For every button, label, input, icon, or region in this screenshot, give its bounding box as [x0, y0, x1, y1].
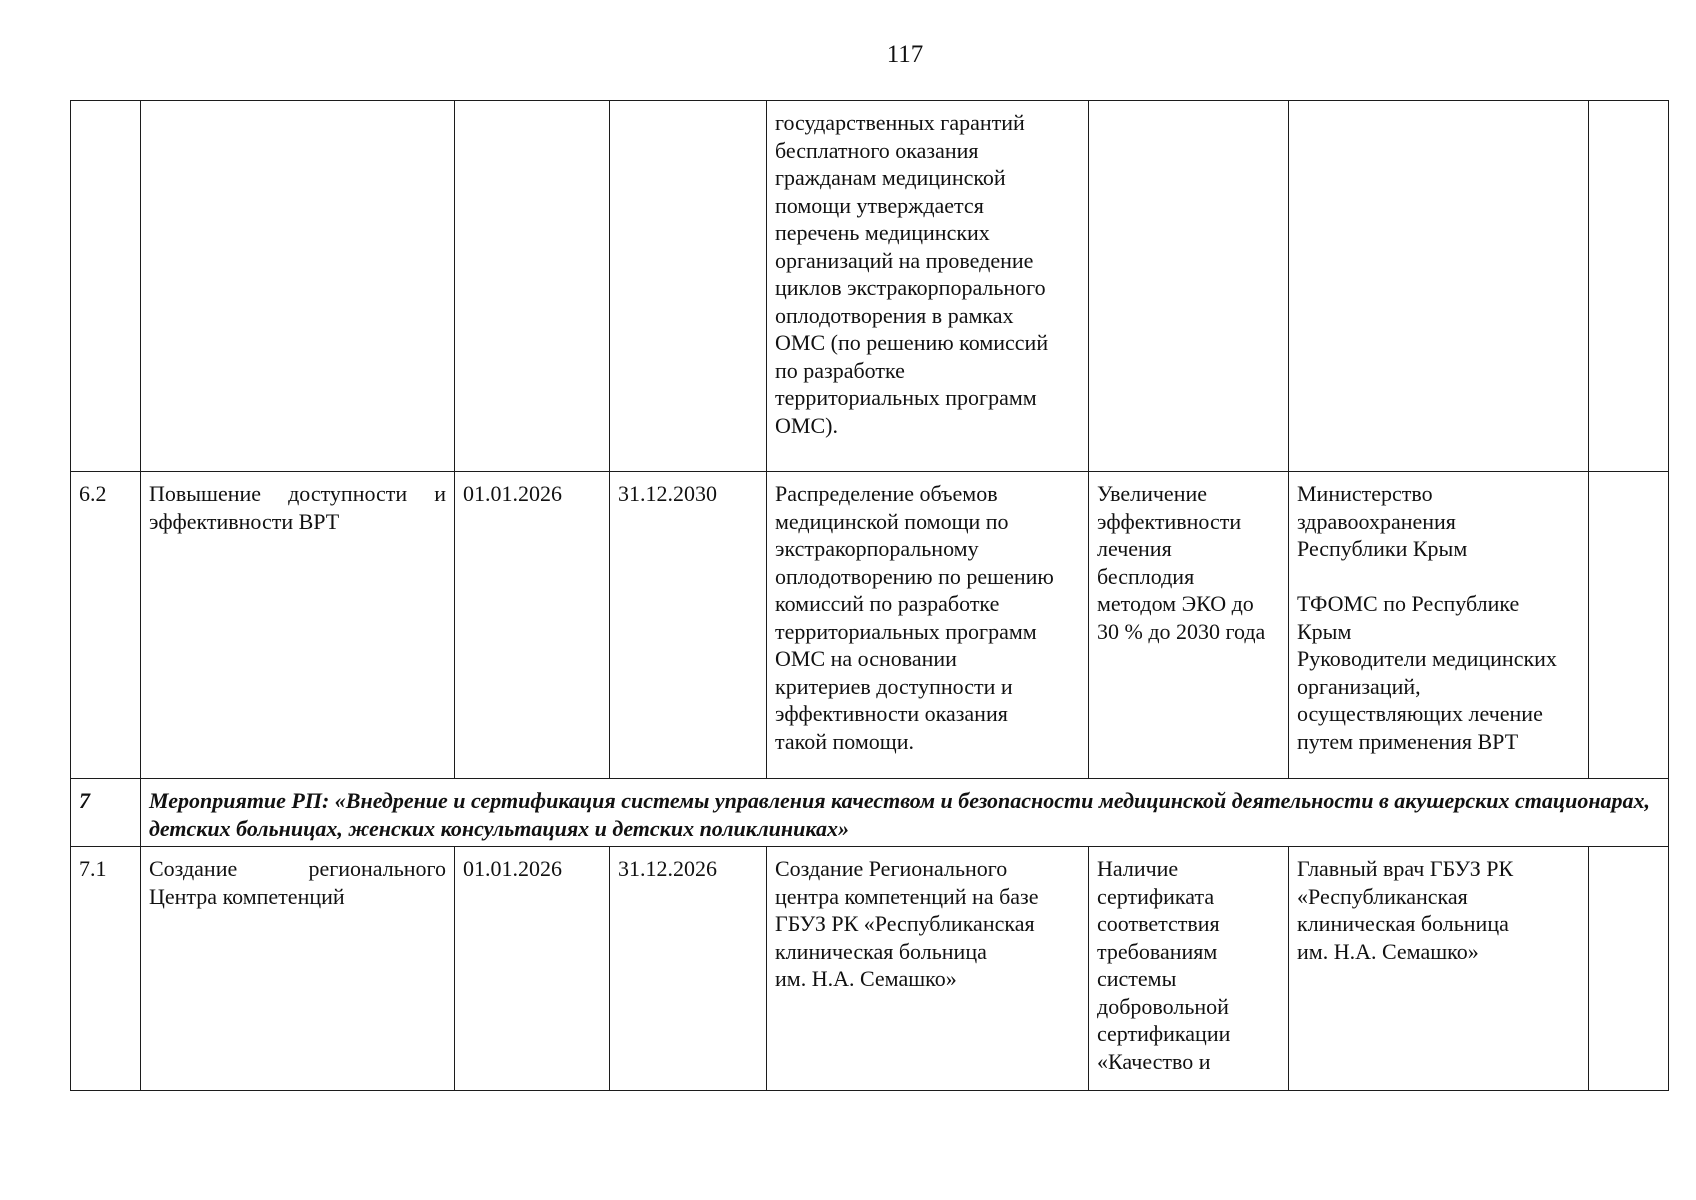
cell-result: Наличие сертификата соответствия требованиям системы добровольной сертификации «Качество и: [1089, 847, 1289, 1091]
section-title: Мероприятие РП: «Внедрение и сертификация системы управления качеством и безопасности медицинской деятельности в акушерских стационарах, детских больницах, женских консультациях и детских поликлиниках»: [141, 779, 1669, 847]
cell-start-date: 01.01.2026: [455, 847, 610, 1091]
cell-extra: [1589, 847, 1669, 1091]
cell-extra: [1589, 472, 1669, 779]
cell-end-date: [610, 101, 767, 472]
section-number: 7: [71, 779, 141, 847]
cell-description: Распределение объемов медицинской помощи по экстракорпоральному оплодотворению по решению комиссий по разработке территориальных программ ОМС на основании критериев доступности и эффективности оказания такой помощи.: [767, 472, 1089, 779]
cell-result: Увеличение эффективности лечения бесплодия методом ЭКО до 30 % до 2030 года: [1089, 472, 1289, 779]
action-plan-table: [70, 100, 1669, 1091]
cell-number: 7.1: [71, 847, 141, 1091]
table-row-section-7: [71, 779, 1669, 847]
cell-activity-name: Создание регионального Центра компетенций: [141, 847, 455, 1091]
cell-responsible: Министерство здравоохранения Республики Крым ТФОМС по Республике Крым Руководители медицинских организаций, осуществляющих лечение путем применения ВРТ: [1289, 472, 1589, 779]
cell-description: государственных гарантий бесплатного оказания гражданам медицинской помощи утверждается перечень медицинских организаций на проведение циклов экстракорпорального оплодотворения в рамках ОМС (по решению комиссий по разработке территориальных программ ОМС).: [767, 101, 1089, 472]
cell-responsible: Главный врач ГБУЗ РК «Республиканская клиническая больница им. Н.А. Семашко»: [1289, 847, 1589, 1091]
page-number: 117: [886, 41, 924, 68]
cell-result: [1089, 101, 1289, 472]
cell-description: Создание Регионального центра компетенций на базе ГБУЗ РК «Республиканская клиническая больница им. Н.А. Семашко»: [767, 847, 1089, 1091]
cell-start-date: 01.01.2026: [455, 472, 610, 779]
cell-responsible: [1289, 101, 1589, 472]
cell-start-date: [455, 101, 610, 472]
cell-end-date: 31.12.2030: [610, 472, 767, 779]
cell-number: [71, 101, 141, 472]
table-row-7-1: [71, 847, 1669, 1091]
cell-activity-name: Повышение доступности и эффективности ВРТ: [141, 472, 455, 779]
table-row-continuation: [71, 101, 1669, 472]
cell-extra: [1589, 101, 1669, 472]
cell-number: 6.2: [71, 472, 141, 779]
table-row-6-2: [71, 472, 1669, 779]
cell-end-date: 31.12.2026: [610, 847, 767, 1091]
cell-activity-name: [141, 101, 455, 472]
